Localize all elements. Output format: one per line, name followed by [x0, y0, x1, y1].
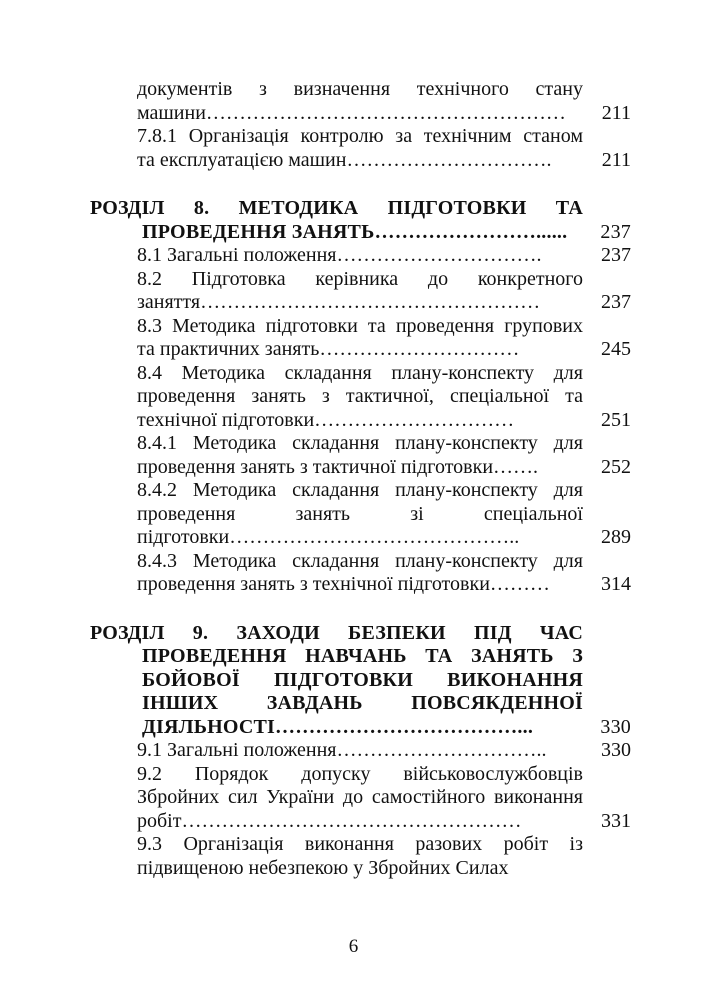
- toc-line-text: Збройних сил України до самостійного виконання: [137, 786, 583, 808]
- page-number: 6: [348, 936, 359, 957]
- toc-line-text: підготовки……………………………………..: [137, 526, 520, 548]
- toc-line: [0, 125, 707, 149]
- toc-line: [0, 810, 707, 834]
- toc-line: [0, 385, 707, 409]
- toc-line-text: ПРОВЕДЕННЯ НАВЧАНЬ ТА ЗАНЯТЬ З: [142, 645, 583, 667]
- toc-page-number: 252: [601, 455, 631, 478]
- toc-line-text: робіт……………………………………………: [137, 809, 522, 832]
- toc-line-text: ПРОВЕДЕННЯ ЗАНЯТЬ……………………......: [142, 220, 568, 243]
- toc-line-text: заняття……………………………………………: [137, 291, 541, 313]
- toc-page-number: 245: [601, 338, 631, 360]
- toc-page-number: 330: [600, 715, 631, 738]
- toc-line: [0, 622, 707, 646]
- toc-line: [0, 573, 707, 597]
- toc-line-text: 9.3 Організація виконання разових робіт із: [137, 833, 583, 855]
- toc-line-text: 8.4 Методика складання плану-конспекту для: [137, 361, 583, 384]
- toc-line: [0, 526, 707, 550]
- toc-line-text: 8.4.3 Методика складання плану-конспекту для: [137, 549, 583, 572]
- toc-page-number: 237: [600, 220, 631, 243]
- toc-entry: [0, 315, 707, 362]
- toc-line: [0, 857, 707, 881]
- toc-line: [0, 503, 707, 527]
- toc-line: [0, 716, 707, 740]
- toc-line: [0, 645, 707, 669]
- toc-line-text: та практичних занять…………………………: [137, 338, 520, 360]
- toc-page-number: 211: [601, 101, 631, 124]
- toc-line: [0, 692, 707, 716]
- toc-line-text: 9.2 Порядок допуску військовослужбовців: [137, 762, 583, 785]
- toc-entry: [0, 432, 707, 479]
- toc-line: [0, 763, 707, 787]
- toc-line-text: проведення занять з тактичної, спеціальної та: [137, 385, 583, 407]
- toc-page-number: 289: [601, 526, 631, 548]
- toc-line: [0, 550, 707, 574]
- toc-line: [0, 102, 707, 126]
- section-spacer: [0, 172, 707, 197]
- toc-entry: [0, 244, 707, 268]
- toc-section: [0, 197, 707, 244]
- toc-line: [0, 362, 707, 386]
- toc-line-text: підвищеною небезпекою у Збройних Силах: [137, 856, 509, 879]
- toc-entry: [0, 763, 707, 834]
- toc-section: [0, 622, 707, 740]
- toc-page-number: 237: [601, 291, 631, 313]
- toc-line: [0, 479, 707, 503]
- toc-line: [0, 315, 707, 339]
- toc-line-text: 8.1 Загальні положення………………………….: [137, 244, 542, 266]
- toc-line-text: проведення занять з технічної підготовки………: [137, 573, 550, 595]
- toc-page-number: 211: [601, 148, 631, 171]
- toc-entry: [0, 739, 707, 763]
- toc-line-text: 8.3 Методика підготовки та проведення групових: [137, 314, 583, 337]
- toc-entry: [0, 78, 707, 125]
- toc-entry: [0, 550, 707, 597]
- toc-line: [0, 244, 707, 268]
- toc-line-text: 7.8.1 Організація контролю за технічним станом: [137, 125, 583, 147]
- toc-line-text: 8.4.1 Методика складання плану-конспекту для: [137, 432, 583, 454]
- toc-line-text: РОЗДІЛ 9. ЗАХОДИ БЕЗПЕКИ ПІД ЧАС: [90, 621, 583, 644]
- section-spacer: [0, 597, 707, 622]
- toc-line-text: та експлуатацією машин………………………….: [137, 148, 552, 171]
- toc-line: [0, 432, 707, 456]
- toc-line-text: технічної підготовки…………………………: [137, 408, 515, 431]
- toc-line: [0, 78, 707, 102]
- toc-line: [0, 197, 707, 221]
- toc-line-text: ІНШИХ ЗАВДАНЬ ПОВСЯКДЕННОЇ: [142, 692, 583, 714]
- toc-line: [0, 291, 707, 315]
- toc-page-number: 331: [601, 809, 631, 832]
- toc-line-text: проведення занять з тактичної підготовки…….: [137, 455, 539, 478]
- toc-line-text: документів з визначення технічного стану: [137, 78, 583, 100]
- toc-line: [0, 786, 707, 810]
- toc-entry: [0, 268, 707, 315]
- toc-line: [0, 833, 707, 857]
- toc-page-number: 330: [601, 739, 631, 761]
- toc-line-text: РОЗДІЛ 8. МЕТОДИКА ПІДГОТОВКИ ТА: [90, 197, 583, 219]
- toc-line-text: 8.2 Підготовка керівника до конкретного: [137, 267, 583, 290]
- toc-entry: [0, 362, 707, 433]
- toc-entry: [0, 125, 707, 172]
- toc-line: [0, 739, 707, 763]
- toc-line: [0, 221, 707, 245]
- toc-line: [0, 669, 707, 693]
- toc-line-text: 8.4.2 Методика складання плану-конспекту для: [137, 479, 583, 501]
- toc-line: [0, 409, 707, 433]
- toc-line-text: машини………………………………………………: [137, 101, 566, 124]
- toc-line-text: 9.1 Загальні положення…………………………..: [137, 739, 547, 761]
- toc-line-text: БОЙОВОЇ ПІДГОТОВКИ ВИКОНАННЯ: [142, 668, 583, 691]
- toc-line-text: ДІЯЛЬНОСТІ………………………………...: [142, 715, 534, 738]
- toc-line: [0, 149, 707, 173]
- toc-line: [0, 338, 707, 362]
- toc-line: [0, 456, 707, 480]
- toc-page-number: 251: [601, 408, 631, 431]
- toc-line: [0, 268, 707, 292]
- toc-entry: [0, 479, 707, 550]
- toc-line-text: проведення занять зі спеціальної: [137, 502, 583, 525]
- toc-page-number: 237: [601, 244, 631, 266]
- toc-entry: [0, 833, 707, 880]
- toc-page-number: 314: [601, 573, 631, 595]
- table-of-contents: [0, 78, 707, 880]
